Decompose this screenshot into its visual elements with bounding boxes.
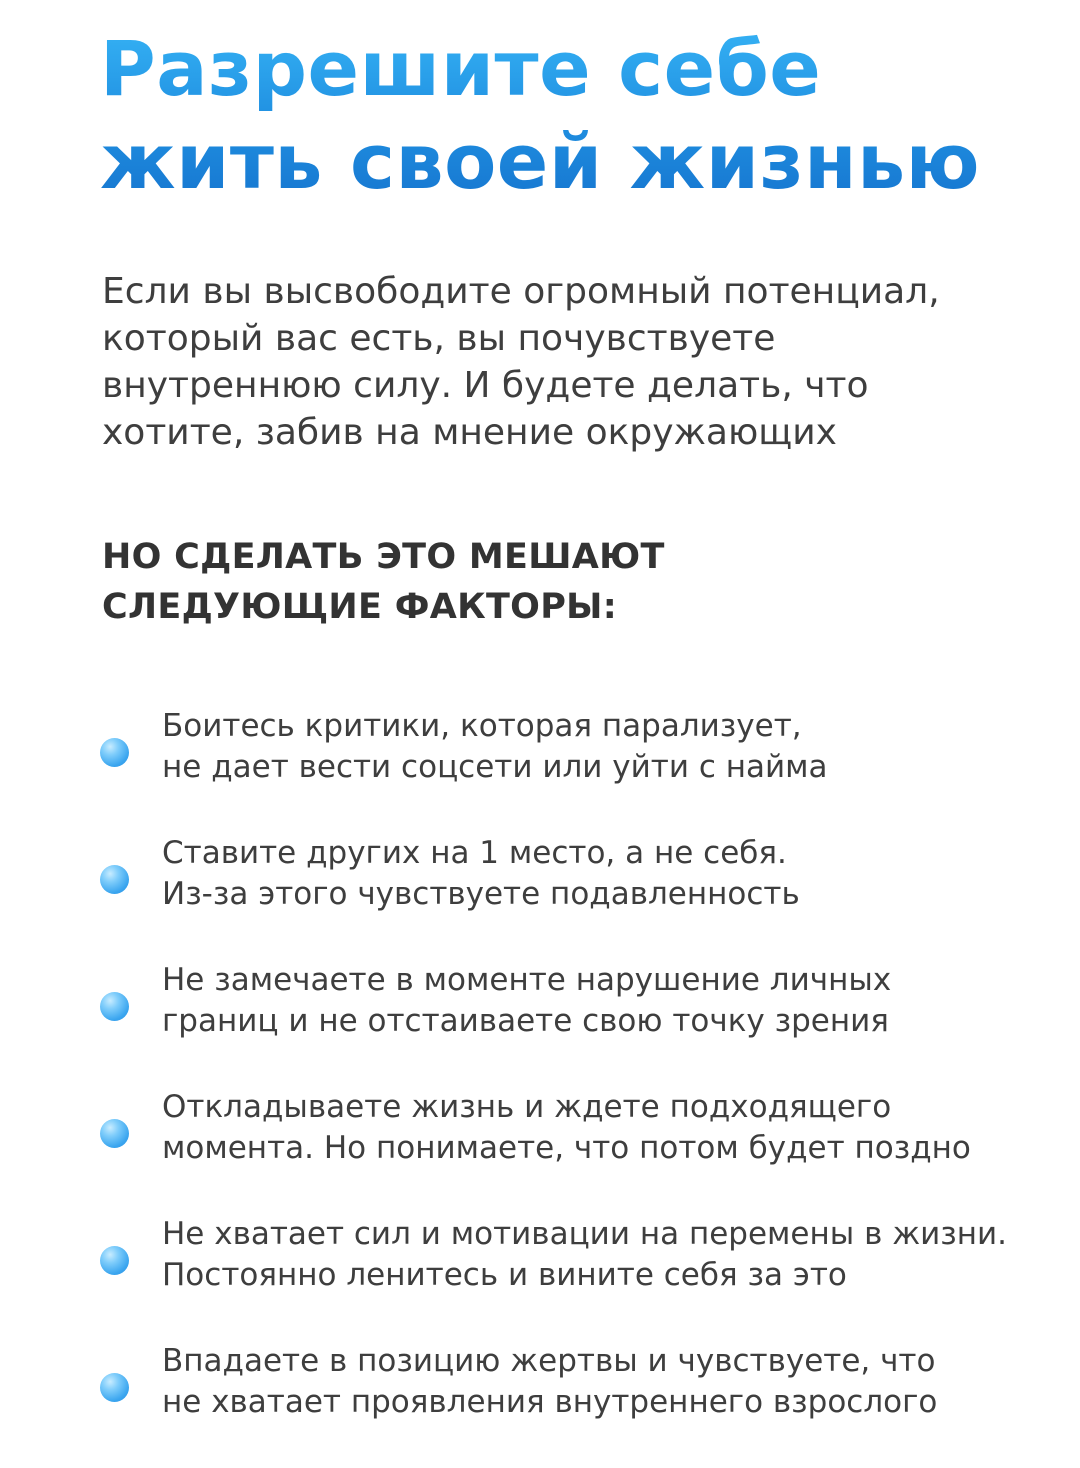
intro-paragraph <box>102 268 1062 456</box>
factor-item <box>0 960 1080 1087</box>
factor-line-1: Впадаете в позицию жертвы и чувствуете, что <box>162 1343 936 1379</box>
circle-bullet-icon <box>100 865 129 894</box>
factor-text <box>162 960 1062 1042</box>
circle-bullet-icon <box>100 738 129 767</box>
circle-bullet-icon <box>100 1246 129 1275</box>
factor-line-2: не дает вести соцсети или уйти с найма <box>162 749 828 785</box>
factor-line-2: не хватает проявления внутреннего взрослого <box>162 1384 938 1420</box>
intro-line-4: хотите, забив на мнение окружающих <box>102 412 837 453</box>
headline <box>100 22 1060 208</box>
factor-item <box>0 1087 1080 1214</box>
circle-bullet-icon <box>100 1119 129 1148</box>
factors-heading-line-1: НО СДЕЛАТЬ ЭТО МЕШАЮТ <box>102 537 665 577</box>
circle-bullet-icon <box>100 1373 129 1402</box>
factor-line-2: момента. Но понимаете, что потом будет поздно <box>162 1130 971 1166</box>
headline-line-1: Разрешите себе <box>100 24 822 113</box>
factor-text <box>162 833 1062 915</box>
factor-text <box>162 1341 1062 1423</box>
factors-heading <box>102 532 1002 632</box>
circle-bullet-icon <box>100 992 129 1021</box>
factor-line-2: Постоянно ленитесь и вините себя за это <box>162 1257 847 1293</box>
factor-line-1: Боитесь критики, которая парализует, <box>162 708 802 744</box>
factor-line-2: Из-за этого чувствуете подавленность <box>162 876 800 912</box>
headline-line-2: жить своей жизнью <box>100 117 981 206</box>
factor-text <box>162 1214 1062 1296</box>
factor-text <box>162 706 1062 788</box>
factor-item <box>0 706 1080 833</box>
factor-line-1: Не замечаете в моменте нарушение личных <box>162 962 892 998</box>
factor-text <box>162 1087 1062 1169</box>
factor-item <box>0 1214 1080 1341</box>
intro-line-3: внутреннюю силу. И будете делать, что <box>102 365 869 406</box>
factor-line-1: Не хватает сил и мотивации на перемены в жизни. <box>162 1216 1008 1252</box>
factor-item <box>0 833 1080 960</box>
factor-item <box>0 1341 1080 1468</box>
factor-line-2: границ и не отстаиваете свою точку зрения <box>162 1003 889 1039</box>
intro-line-2: который вас есть, вы почувствуете <box>102 318 776 359</box>
factors-heading-line-2: СЛЕДУЮЩИЕ ФАКТОРЫ: <box>102 587 618 627</box>
factor-line-1: Откладываете жизнь и ждете подходящего <box>162 1089 892 1125</box>
factors-list <box>0 706 1080 1468</box>
factor-line-1: Ставите других на 1 место, а не себя. <box>162 835 787 871</box>
intro-line-1: Если вы высвободите огромный потенциал, <box>102 271 940 312</box>
